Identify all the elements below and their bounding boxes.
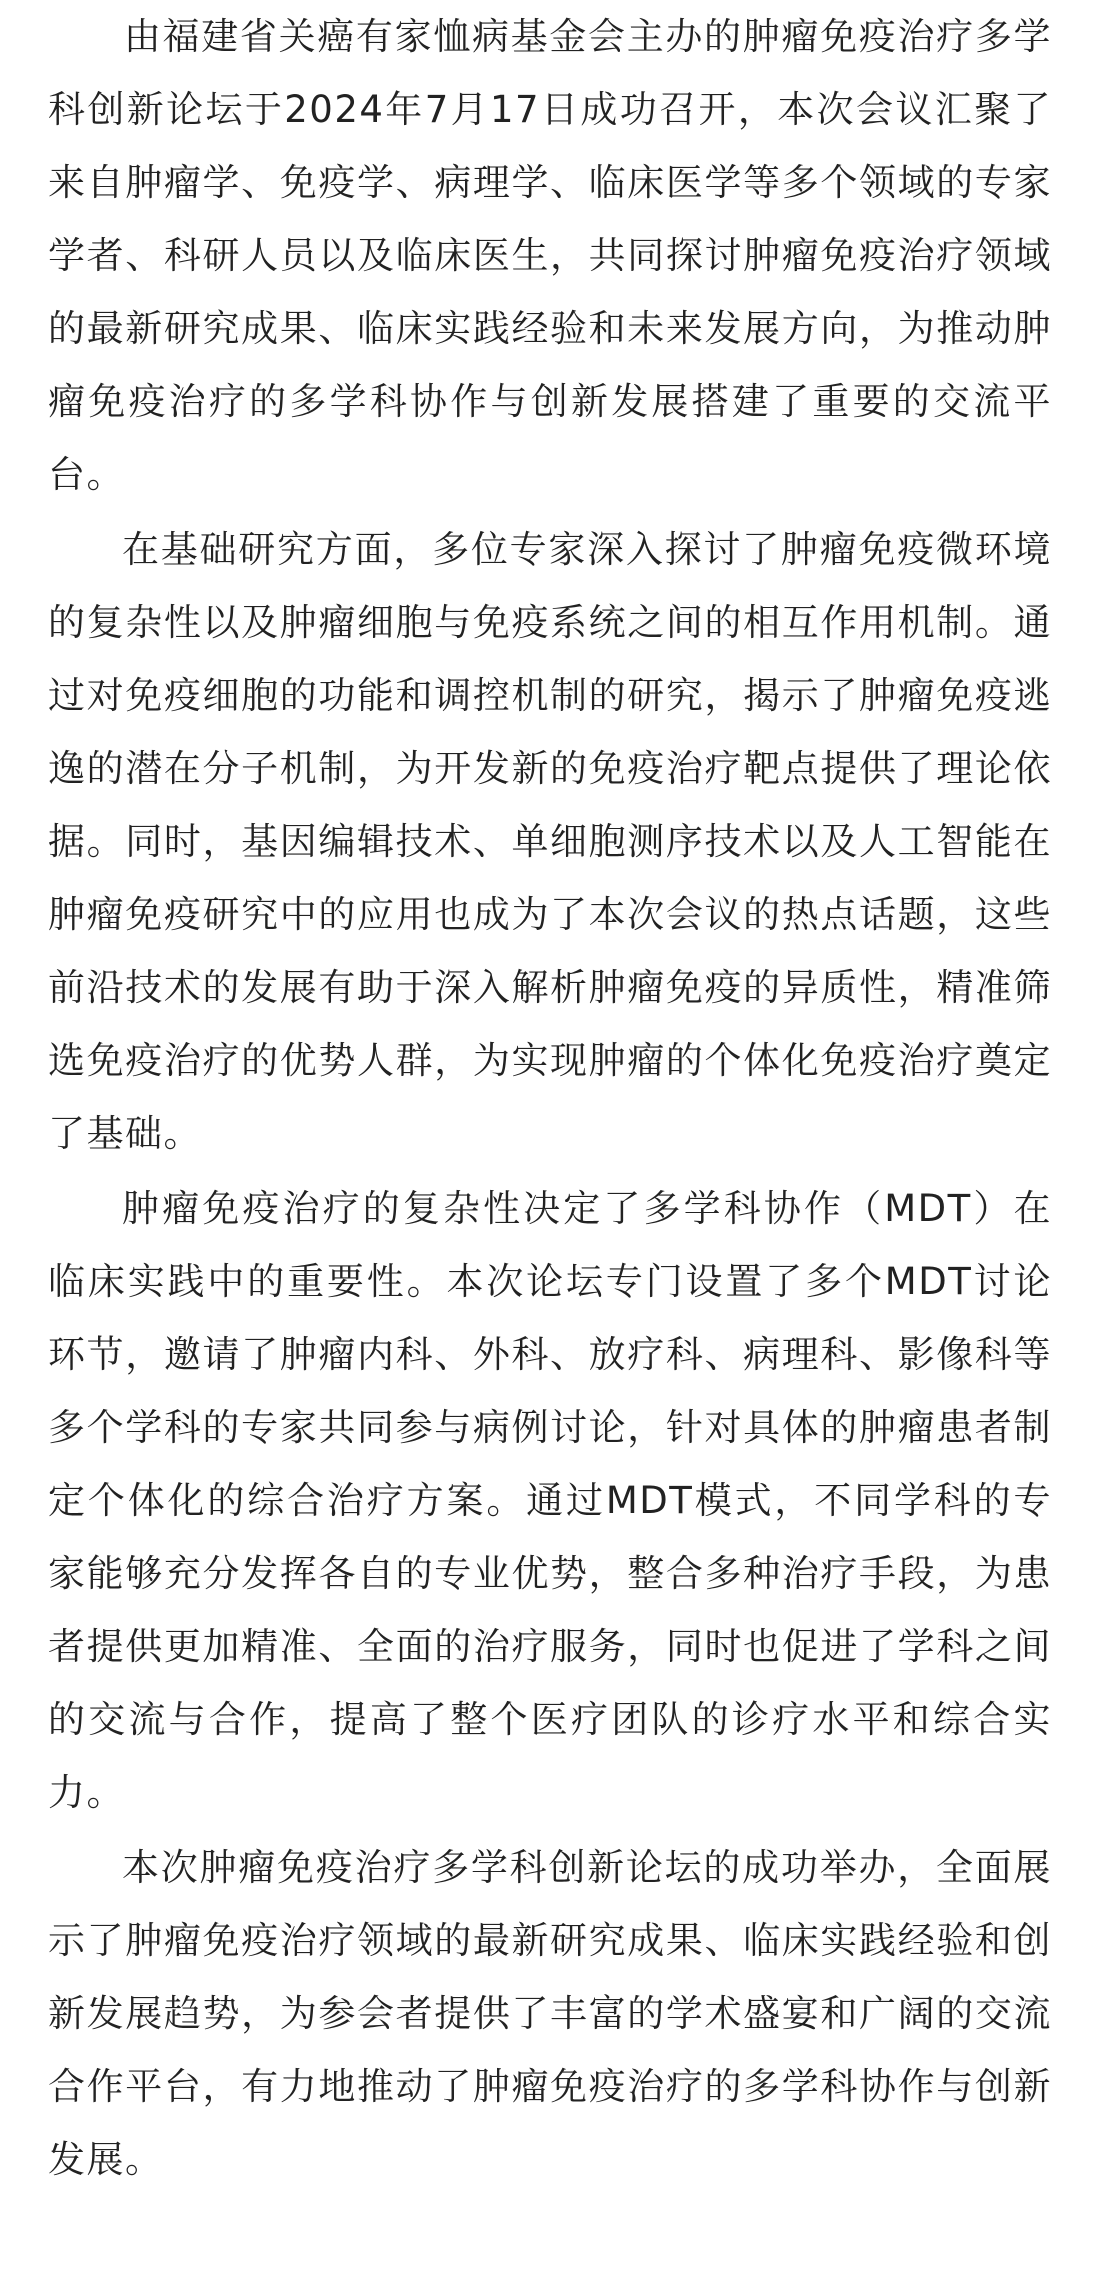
paragraph-basic-research: 在基础研究方面，多位专家深入探讨了肿瘤免疫微环境的复杂性以及肿瘤细胞与免疫系统之间的相互作用机制。通过对免疫细胞的功能和调控机制的研究，揭示了肿瘤免疫逃逸的潜在分子机制，为开发新的免疫治疗靶点提供了理论依据。同时，基因编辑技术、单细胞测序技术以及人工智能在肿瘤免疫研究中的应用也成为了本次会议的热点话题，这些前沿技术的发展有助于深入解析肿瘤免疫的异质性，精准筛选免疫治疗的优势人群，为实现肿瘤的个体化免疫治疗奠定了基础。 — [48, 528, 1052, 1155]
paragraph-conclusion: 本次肿瘤免疫治疗多学科创新论坛的成功举办，全面展示了肿瘤免疫治疗领域的最新研究成果、临床实践经验和创新发展趋势，为参会者提供了丰富的学术盛宴和广阔的交流合作平台，有力地推动了肿瘤免疫治疗的多学科协作与创新发展。 — [48, 1846, 1052, 2181]
paragraph-mdt: 肿瘤免疫治疗的复杂性决定了多学科协作（MDT）在临床实践中的重要性。本次论坛专门设置了多个MDT讨论环节，邀请了肿瘤内科、外科、放疗科、病理科、影像科等多个学科的专家共同参与病例讨论，针对具体的肿瘤患者制定个体化的综合治疗方案。通过MDT模式，不同学科的专家能够充分发挥各自的专业优势，整合多种治疗手段，为患者提供更加精准、全面的治疗服务，同时也促进了学科之间的交流与合作，提高了整个医疗团队的诊疗水平和综合实力。 — [48, 1187, 1052, 1814]
article-body — [48, 0, 1052, 2196]
paragraph-intro: 由福建省关癌有家恤病基金会主办的肿瘤免疫治疗多学科创新论坛于2024年7月17日成功召开，本次会议汇聚了来自肿瘤学、免疫学、病理学、临床医学等多个领域的专家学者、科研人员以及临床医生，共同探讨肿瘤免疫治疗领域的最新研究成果、临床实践经验和未来发展方向，为推动肿瘤免疫治疗的多学科协作与创新发展搭建了重要的交流平台。 — [48, 15, 1052, 496]
